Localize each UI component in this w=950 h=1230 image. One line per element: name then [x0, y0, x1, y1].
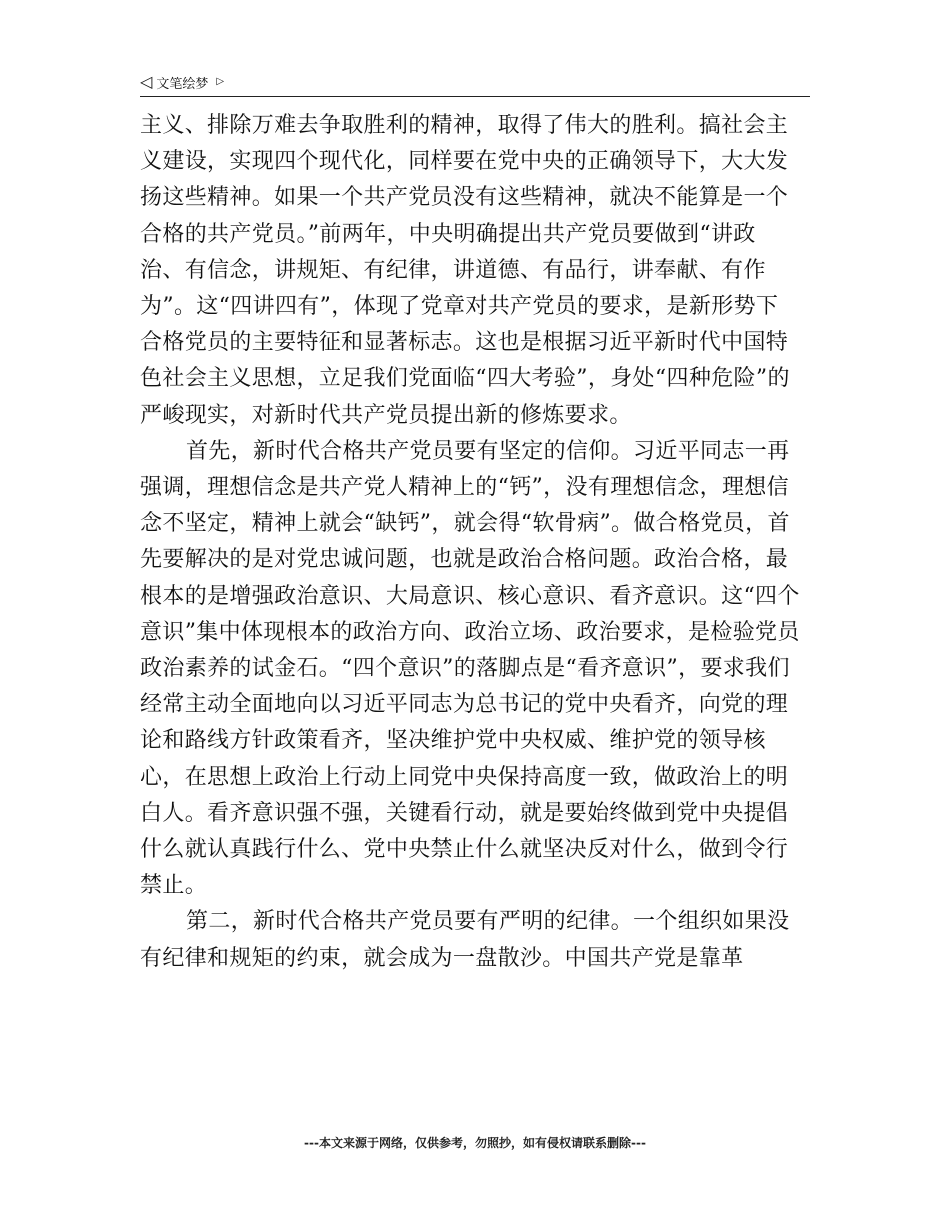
paragraph-secondly: 第二，新时代合格共产党员要有严明的纪律。一个组织如果没有纪律和规矩的约束，就会成为一盘散沙。中国共产党是靠革 [140, 909, 790, 971]
paragraph-firstly: 首先，新时代合格共产党员要有坚定的信仰。习近平同志一再强调，理想信念是共产党人精神上的“钙”，没有理想信念，理想信念不坚定，精神上就会“缺钙”，就会得“软骨病”。做合格党员，首先要解决的是对党忠诚问题，也就是政治合格问题。政治合格，最根本的是增强政治意识、大局意识、核心意识、看齐意识。这“四个意识”集中体现根本的政治方向、政治立场、政治要求，是检验党员政治素养的试金石。“四个意识”的落脚点是“看齐意识”，要求我们经常主动全面地向以习近平同志为总书记的党中央看齐，向党的理论和路线方针政策看齐，坚决维护党中央权威、维护党的领导核心，在思想上政治上行动上同党中央保持高度一致，做政治上的明白人。看齐意识强不强，关键看行动，就是要始终做到党中央提倡什么就认真践行什么、党中央禁止什么就坚决反对什么，做到令行禁止。 [140, 438, 800, 899]
paragraph-continued: 主义、排除万难去争取胜利的精神，取得了伟大的胜利。搞社会主义建设，实现四个现代化，同样要在党中央的正确领导下，大大发扬这些精神。如果一个共产党员没有这些精神，就决不能算是一个合格的共产党员。”前两年，中央明确提出共产党员要做到“讲政治、有信念，讲规矩、有纪律，讲道德、有品行，讲奉献、有作为”。这“四讲四有”，体现了党章对共产党员的要求，是新形势下合格党员的主要特征和显著标志。这也是根据习近平新时代中国特色社会主义思想，立足我们党面临“四大考验”，身处“四种危险”的严峻现实，对新时代共产党员提出新的修炼要求。 [140, 113, 790, 428]
brand-label: 文笔绘梦 [156, 76, 209, 92]
page-header [140, 68, 810, 97]
triangle-left-icon: ◁ [140, 72, 153, 91]
footer-disclaimer: ---本文来源于网络，仅供参考，勿照抄，如有侵权请联系删除--- [304, 1136, 646, 1150]
document-body [140, 108, 800, 977]
triangle-right-icon: ▷ [216, 76, 225, 87]
